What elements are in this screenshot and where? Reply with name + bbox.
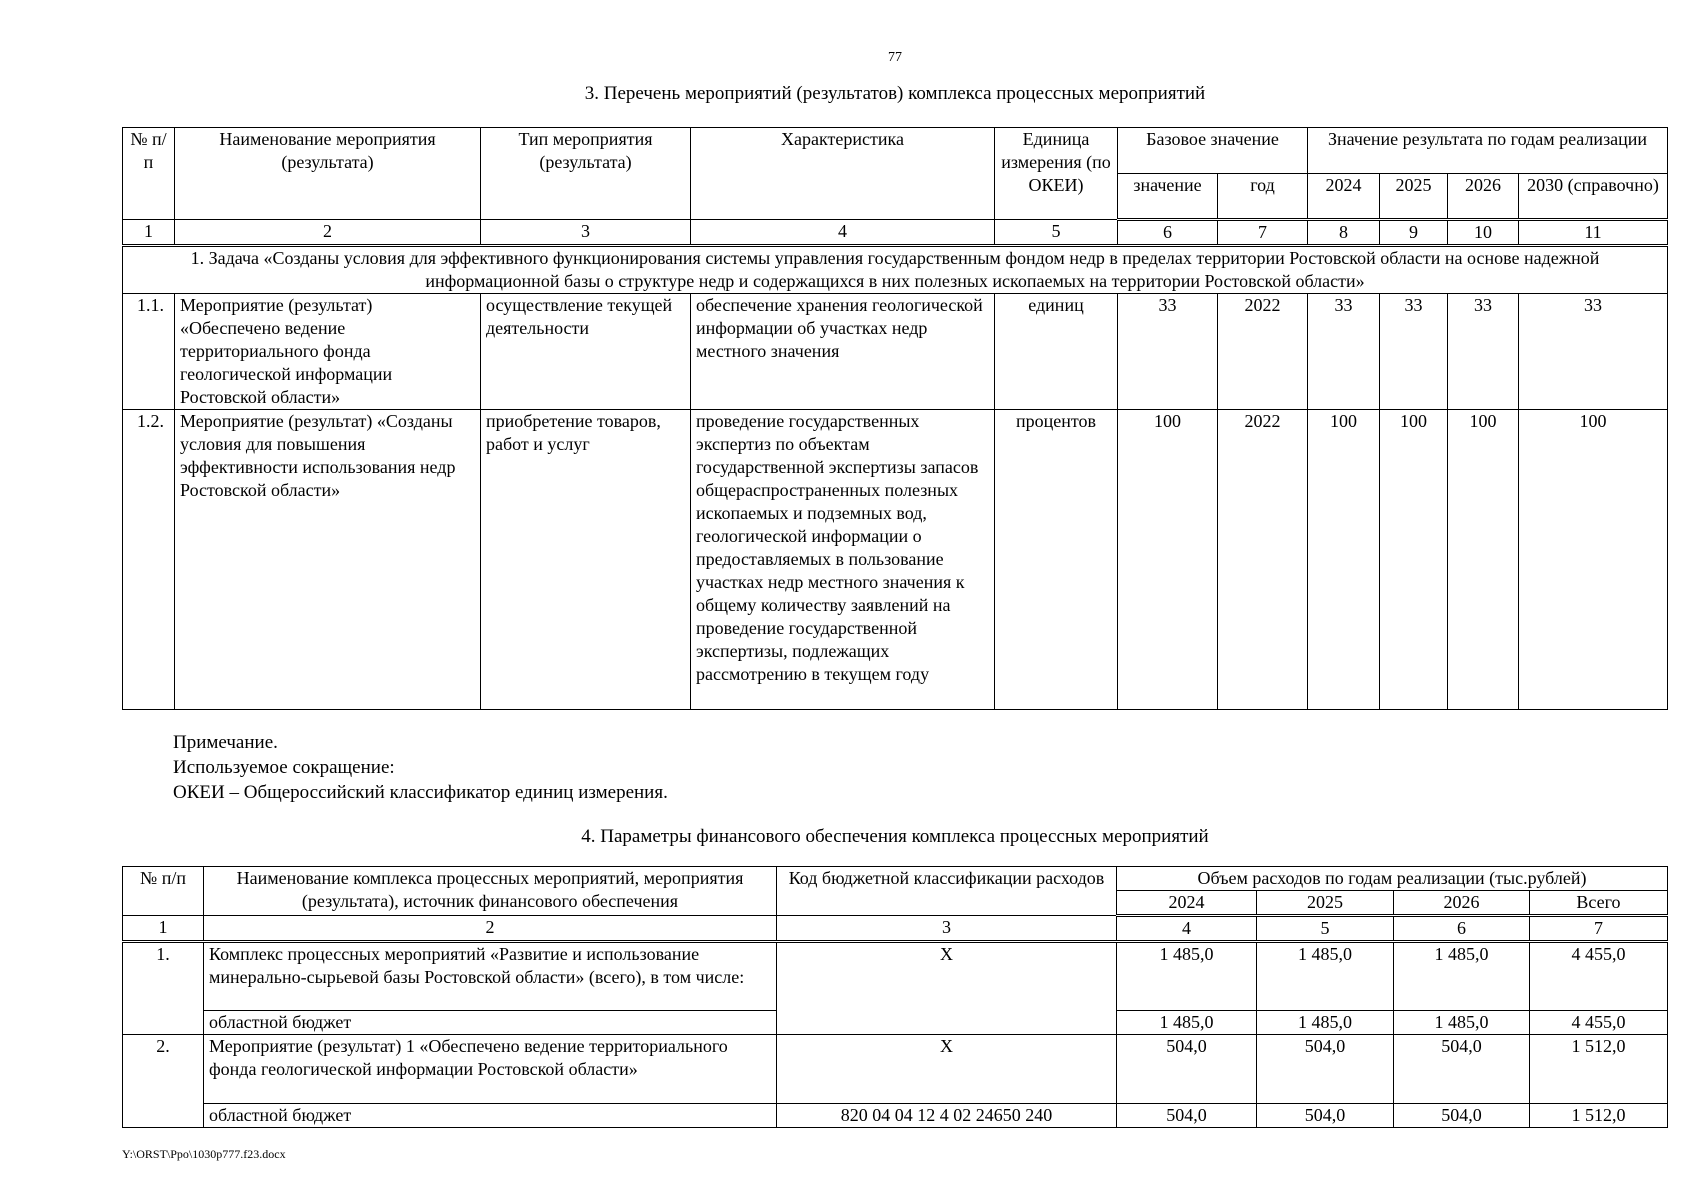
row-total: 4 455,0 [1530, 1011, 1668, 1035]
col-number: 3 [481, 220, 691, 246]
col-number: 8 [1308, 220, 1380, 246]
row-code: Х [777, 1035, 1117, 1104]
row-2026: 504,0 [1394, 1104, 1530, 1128]
section4-title: 4. Параметры финансового обеспечения комплекса процессных мероприятий [581, 826, 1209, 847]
header-characteristic: Характеристика [691, 128, 995, 220]
header-volume: Объем расходов по годам реализации (тыс.рублей) [1117, 867, 1668, 891]
header-name: Наименование мероприятия (результата) [175, 128, 481, 220]
row-2025: 504,0 [1257, 1035, 1394, 1104]
section3-title: 3. Перечень мероприятий (результатов) комплекса процессных мероприятий [584, 83, 1206, 104]
row-2024: 1 485,0 [1117, 1011, 1257, 1035]
activities-table [122, 127, 1668, 710]
row-type: приобретение товаров, работ и услуг [481, 410, 691, 710]
row-source: областной бюджет [204, 1011, 777, 1035]
row-num: 1. [123, 942, 204, 1035]
header-name: Наименование комплекса процессных мероприятий, мероприятия (результата), источник финансового обеспечения [204, 867, 777, 916]
row-code: Х [777, 942, 1117, 1035]
task-row: 1. Задача «Созданы условия для эффективного функционирования системы управления государственным фондом недр в пределах территории Ростовской области на основе надежной информационной базы о структуре недр и содержащихся в них полезных ископаемых на территории Ростовской области» [123, 246, 1668, 294]
table-row [123, 1035, 1668, 1104]
row-base-year: 2022 [1218, 294, 1308, 410]
note-block [173, 730, 668, 805]
col-number: 1 [123, 916, 204, 942]
row-2026: 100 [1448, 410, 1519, 710]
header-unit: Единица измерения (по ОКЕИ) [995, 128, 1118, 220]
row-total: 1 512,0 [1530, 1104, 1668, 1128]
header-2025: 2025 [1380, 174, 1448, 220]
row-2025: 1 485,0 [1257, 942, 1394, 1011]
row-total: 1 512,0 [1530, 1035, 1668, 1104]
note-abbrev-okei: ОКЕИ – Общероссийский классификатор единиц измерения. [173, 782, 668, 803]
col-number: 11 [1519, 220, 1668, 246]
row-name: Комплекс процессных мероприятий «Развитие и использование минерально-сырьевой базы Ростовской области» (всего), в том числе: [204, 942, 777, 1011]
col-number: 2 [175, 220, 481, 246]
row-2025: 1 485,0 [1257, 1011, 1394, 1035]
row-name: Мероприятие (результат) «Созданы условия для повышения эффективности использования недр Ростовской области» [175, 410, 481, 710]
header-2024: 2024 [1117, 891, 1257, 916]
header-2025: 2025 [1257, 891, 1394, 916]
row-2024: 1 485,0 [1117, 942, 1257, 1011]
row-2024: 100 [1308, 410, 1380, 710]
col-number: 6 [1118, 220, 1218, 246]
table-row [123, 942, 1668, 1011]
row-2026: 1 485,0 [1394, 942, 1530, 1011]
row-2025: 33 [1380, 294, 1448, 410]
header-code: Код бюджетной классификации расходов [777, 867, 1117, 916]
row-total: 4 455,0 [1530, 942, 1668, 1011]
row-2026: 33 [1448, 294, 1519, 410]
col-number: 4 [1117, 916, 1257, 942]
col-number: 6 [1394, 916, 1530, 942]
row-source: областной бюджет [204, 1104, 777, 1128]
col-number: 5 [995, 220, 1118, 246]
row-2026: 504,0 [1394, 1035, 1530, 1104]
header-num: № п/п [123, 128, 175, 220]
col-number: 7 [1218, 220, 1308, 246]
table-row [123, 1104, 1668, 1128]
file-path-footer: Y:\ORST\Ppo\1030p777.f23.docx [122, 1147, 286, 1161]
note-title: Примечание. [173, 732, 278, 753]
header-base: Базовое значение [1118, 128, 1308, 174]
header-2024: 2024 [1308, 174, 1380, 220]
row-2025: 100 [1380, 410, 1448, 710]
row-unit: процентов [995, 410, 1118, 710]
header-base-value: значение [1118, 174, 1218, 220]
row-num: 1.1. [123, 294, 175, 410]
header-2026: 2026 [1448, 174, 1519, 220]
row-2024: 504,0 [1117, 1035, 1257, 1104]
header-2026: 2026 [1394, 891, 1530, 916]
finance-table [122, 866, 1668, 1128]
header-num: № п/п [123, 867, 204, 916]
row-name: Мероприятие (результат) 1 «Обеспечено ведение территориального фонда геологической информации Ростовской области» [204, 1035, 777, 1104]
col-number: 1 [123, 220, 175, 246]
col-number: 10 [1448, 220, 1519, 246]
row-base-year: 2022 [1218, 410, 1308, 710]
table-row [123, 410, 1668, 710]
col-number: 4 [691, 220, 995, 246]
header-total: Всего [1530, 891, 1668, 916]
row-2024: 33 [1308, 294, 1380, 410]
row-num: 1.2. [123, 410, 175, 710]
col-number: 2 [204, 916, 777, 942]
row-2024: 504,0 [1117, 1104, 1257, 1128]
row-characteristic: проведение государственных экспертиз по объектам государственной экспертизы запасов общераспространенных полезных ископаемых и подземных вод, геологической информации о предоставляемых в пользование участках недр местного значения к общему количеству заявлений на проведение государственной экспертизы, подлежащих рассмотрению в текущем году [691, 410, 995, 710]
row-type: осуществление текущей деятельности [481, 294, 691, 410]
row-2030: 33 [1519, 294, 1668, 410]
row-name: Мероприятие (результат) «Обеспечено ведение территориального фонда геологической информации Ростовской области» [175, 294, 481, 410]
row-num: 2. [123, 1035, 204, 1128]
col-number: 9 [1380, 220, 1448, 246]
header-2030: 2030 (справочно) [1519, 174, 1668, 220]
col-number: 7 [1530, 916, 1668, 942]
row-2030: 100 [1519, 410, 1668, 710]
row-characteristic: обеспечение хранения геологической информации об участках недр местного значения [691, 294, 995, 410]
col-number: 3 [777, 916, 1117, 942]
row-code: 820 04 04 12 4 02 24650 240 [777, 1104, 1117, 1128]
page-number: 77 [888, 50, 902, 65]
row-base-value: 33 [1118, 294, 1218, 410]
row-unit: единиц [995, 294, 1118, 410]
note-abbrev-label: Используемое сокращение: [173, 757, 395, 778]
col-number: 5 [1257, 916, 1394, 942]
row-base-value: 100 [1118, 410, 1218, 710]
header-type: Тип мероприятия (результата) [481, 128, 691, 220]
row-2026: 1 485,0 [1394, 1011, 1530, 1035]
header-result: Значение результата по годам реализации [1308, 128, 1668, 174]
table-row [123, 294, 1668, 410]
row-2025: 504,0 [1257, 1104, 1394, 1128]
header-base-year: год [1218, 174, 1308, 220]
